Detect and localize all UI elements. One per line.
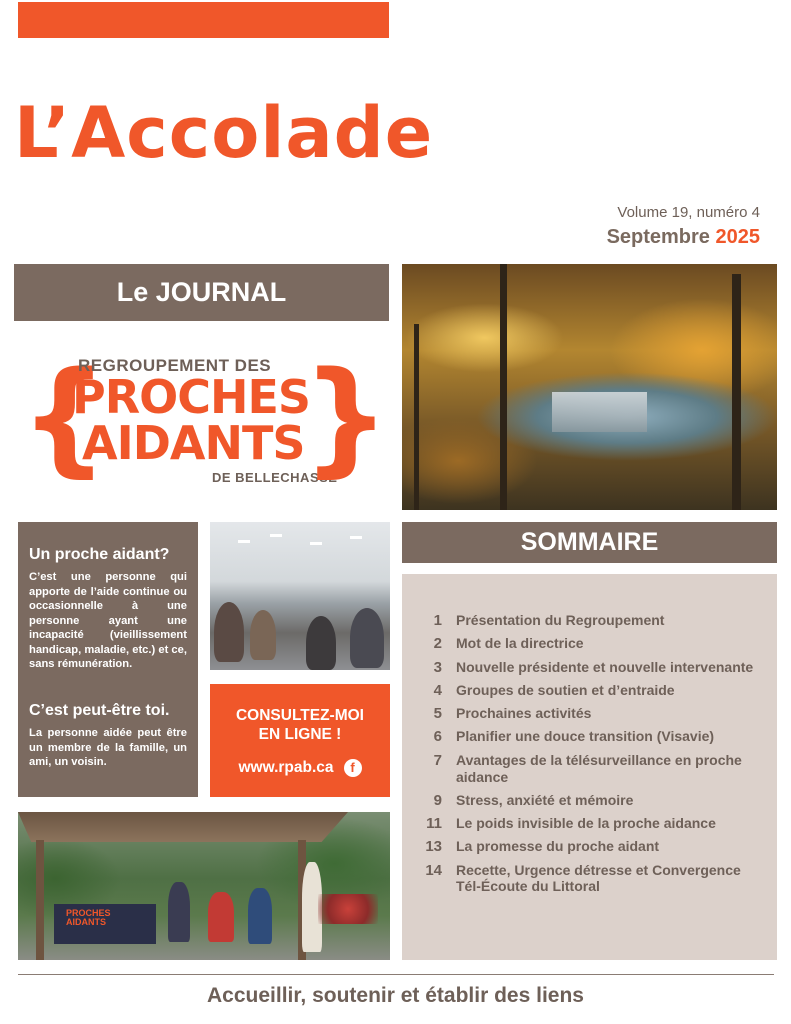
toc-item: [410, 838, 763, 855]
rpab-logo: [20, 346, 390, 492]
toc-title: Mot de la directrice: [456, 635, 584, 652]
ceiling-light: [350, 536, 362, 539]
toc-page: 2: [433, 635, 442, 653]
tree-trunk: [500, 264, 507, 510]
journal-banner: Le JOURNAL: [14, 264, 389, 321]
meeting-participant: [214, 602, 244, 662]
issue-date: [607, 226, 760, 249]
toc-item: [410, 862, 763, 896]
event-participant: [248, 888, 272, 944]
flower-bed: [318, 894, 378, 924]
tree-trunk: [414, 324, 419, 510]
toc-title: Stress, anxiété et mémoire: [456, 791, 634, 808]
toc-title: Recette, Urgence détresse et Convergence Tél-Écoute du Littoral: [456, 861, 741, 895]
logo-left-brace: {: [20, 346, 109, 490]
toc-page: 9: [433, 791, 442, 809]
ceiling-light: [238, 540, 250, 543]
tree-trunk: [732, 274, 741, 510]
logo-line-1: REGROUPEMENT DES: [78, 356, 272, 375]
logo-line-2: PROCHES: [72, 370, 311, 424]
definition-text-2: La personne aidée peut être un membre de la famille, un ami, un voisin.: [29, 726, 187, 769]
toc-item: [410, 752, 763, 786]
caregiver-definition-box: [18, 522, 198, 797]
website-link[interactable]: [238, 759, 361, 777]
toc-page: 3: [433, 658, 442, 676]
toc-item: [410, 815, 763, 832]
autumn-waterfall-photo: [402, 264, 777, 510]
definition-text: C’est une personne qui apporte de l’aide continue ou occasionnelle à une personne ayant une incapacité (vieillissement handicap, maladie, etc.) et ce, sans rémunération.: [29, 571, 187, 671]
gazebo-roof: [18, 812, 348, 842]
toc-page: 6: [433, 728, 442, 746]
toc-item: [410, 705, 763, 722]
consult-online-box[interactable]: [210, 684, 390, 797]
sommaire-banner: SOMMAIRE: [402, 522, 777, 563]
toc-title: Nouvelle présidente et nouvelle intervenante: [456, 658, 754, 675]
toc-page: 13: [425, 838, 442, 856]
masthead-title: L’Accolade: [14, 92, 434, 174]
toc-title: Présentation du Regroupement: [456, 612, 665, 628]
issue-month: Septembre: [606, 226, 710, 248]
toc-item: [410, 682, 763, 699]
toc-title: Avantages de la télésurveillance en proche aidance: [456, 751, 742, 785]
ceiling-light: [310, 542, 322, 545]
toc-page: 1: [433, 612, 442, 629]
toc-page: 7: [433, 751, 442, 769]
definition-heading-2: C’est peut-être toi.: [29, 701, 170, 719]
definition-question: Un proche aidant?: [29, 546, 170, 563]
table-of-contents: [402, 574, 777, 960]
meeting-participant: [306, 616, 336, 670]
toc-item: [410, 635, 763, 652]
footer-divider: [18, 974, 774, 975]
meeting-participant: [350, 608, 384, 668]
waterfall: [552, 392, 647, 432]
meeting-room-photo: [210, 522, 390, 670]
toc-item: [410, 659, 763, 676]
ceiling-light: [270, 534, 282, 537]
meeting-participant: [250, 610, 276, 660]
footer-tagline: Accueillir, soutenir et établir des liens: [207, 984, 584, 1007]
toc-page: 11: [426, 814, 442, 832]
consult-line-2: EN LIGNE !: [258, 726, 342, 744]
toc-item: [410, 612, 763, 629]
gazebo-post: [36, 840, 44, 960]
table-banner-text: [66, 909, 111, 927]
consult-line-1: CONSULTEZ-MOI: [235, 707, 364, 724]
toc-title: Groupes de soutien et d’entraide: [456, 681, 675, 698]
facebook-icon[interactable]: f: [344, 759, 362, 777]
toc-page: 4: [433, 681, 442, 699]
toc-title: Planifier une douce transition (Visavie): [456, 728, 715, 745]
website-url[interactable]: www.rpab.ca: [238, 758, 334, 776]
table-banner-line-2: AIDANTS: [66, 917, 106, 927]
table-banner-line-1: PROCHES: [66, 908, 111, 918]
toc-title: Le poids invisible de la proche aidance: [456, 814, 716, 831]
toc-page: 14: [425, 861, 442, 879]
logo-right-brace: }: [301, 346, 390, 490]
gazebo-gathering-photo: [18, 812, 390, 960]
top-accent-bar: [18, 2, 389, 38]
toc-title: La promesse du proche aidant: [456, 838, 660, 855]
issue-year: 2025: [715, 226, 760, 248]
toc-title: Prochaines activités: [456, 705, 592, 722]
event-participant: [168, 882, 190, 942]
logo-line-3: AIDANTS: [82, 416, 305, 470]
event-participant: [208, 892, 234, 942]
toc-page: 5: [433, 705, 442, 723]
issue-volume: Volume 19, numéro 4: [617, 204, 760, 221]
logo-line-4: DE BELLECHASSE: [212, 470, 338, 485]
toc-item: [410, 792, 763, 809]
toc-item: [410, 728, 763, 745]
